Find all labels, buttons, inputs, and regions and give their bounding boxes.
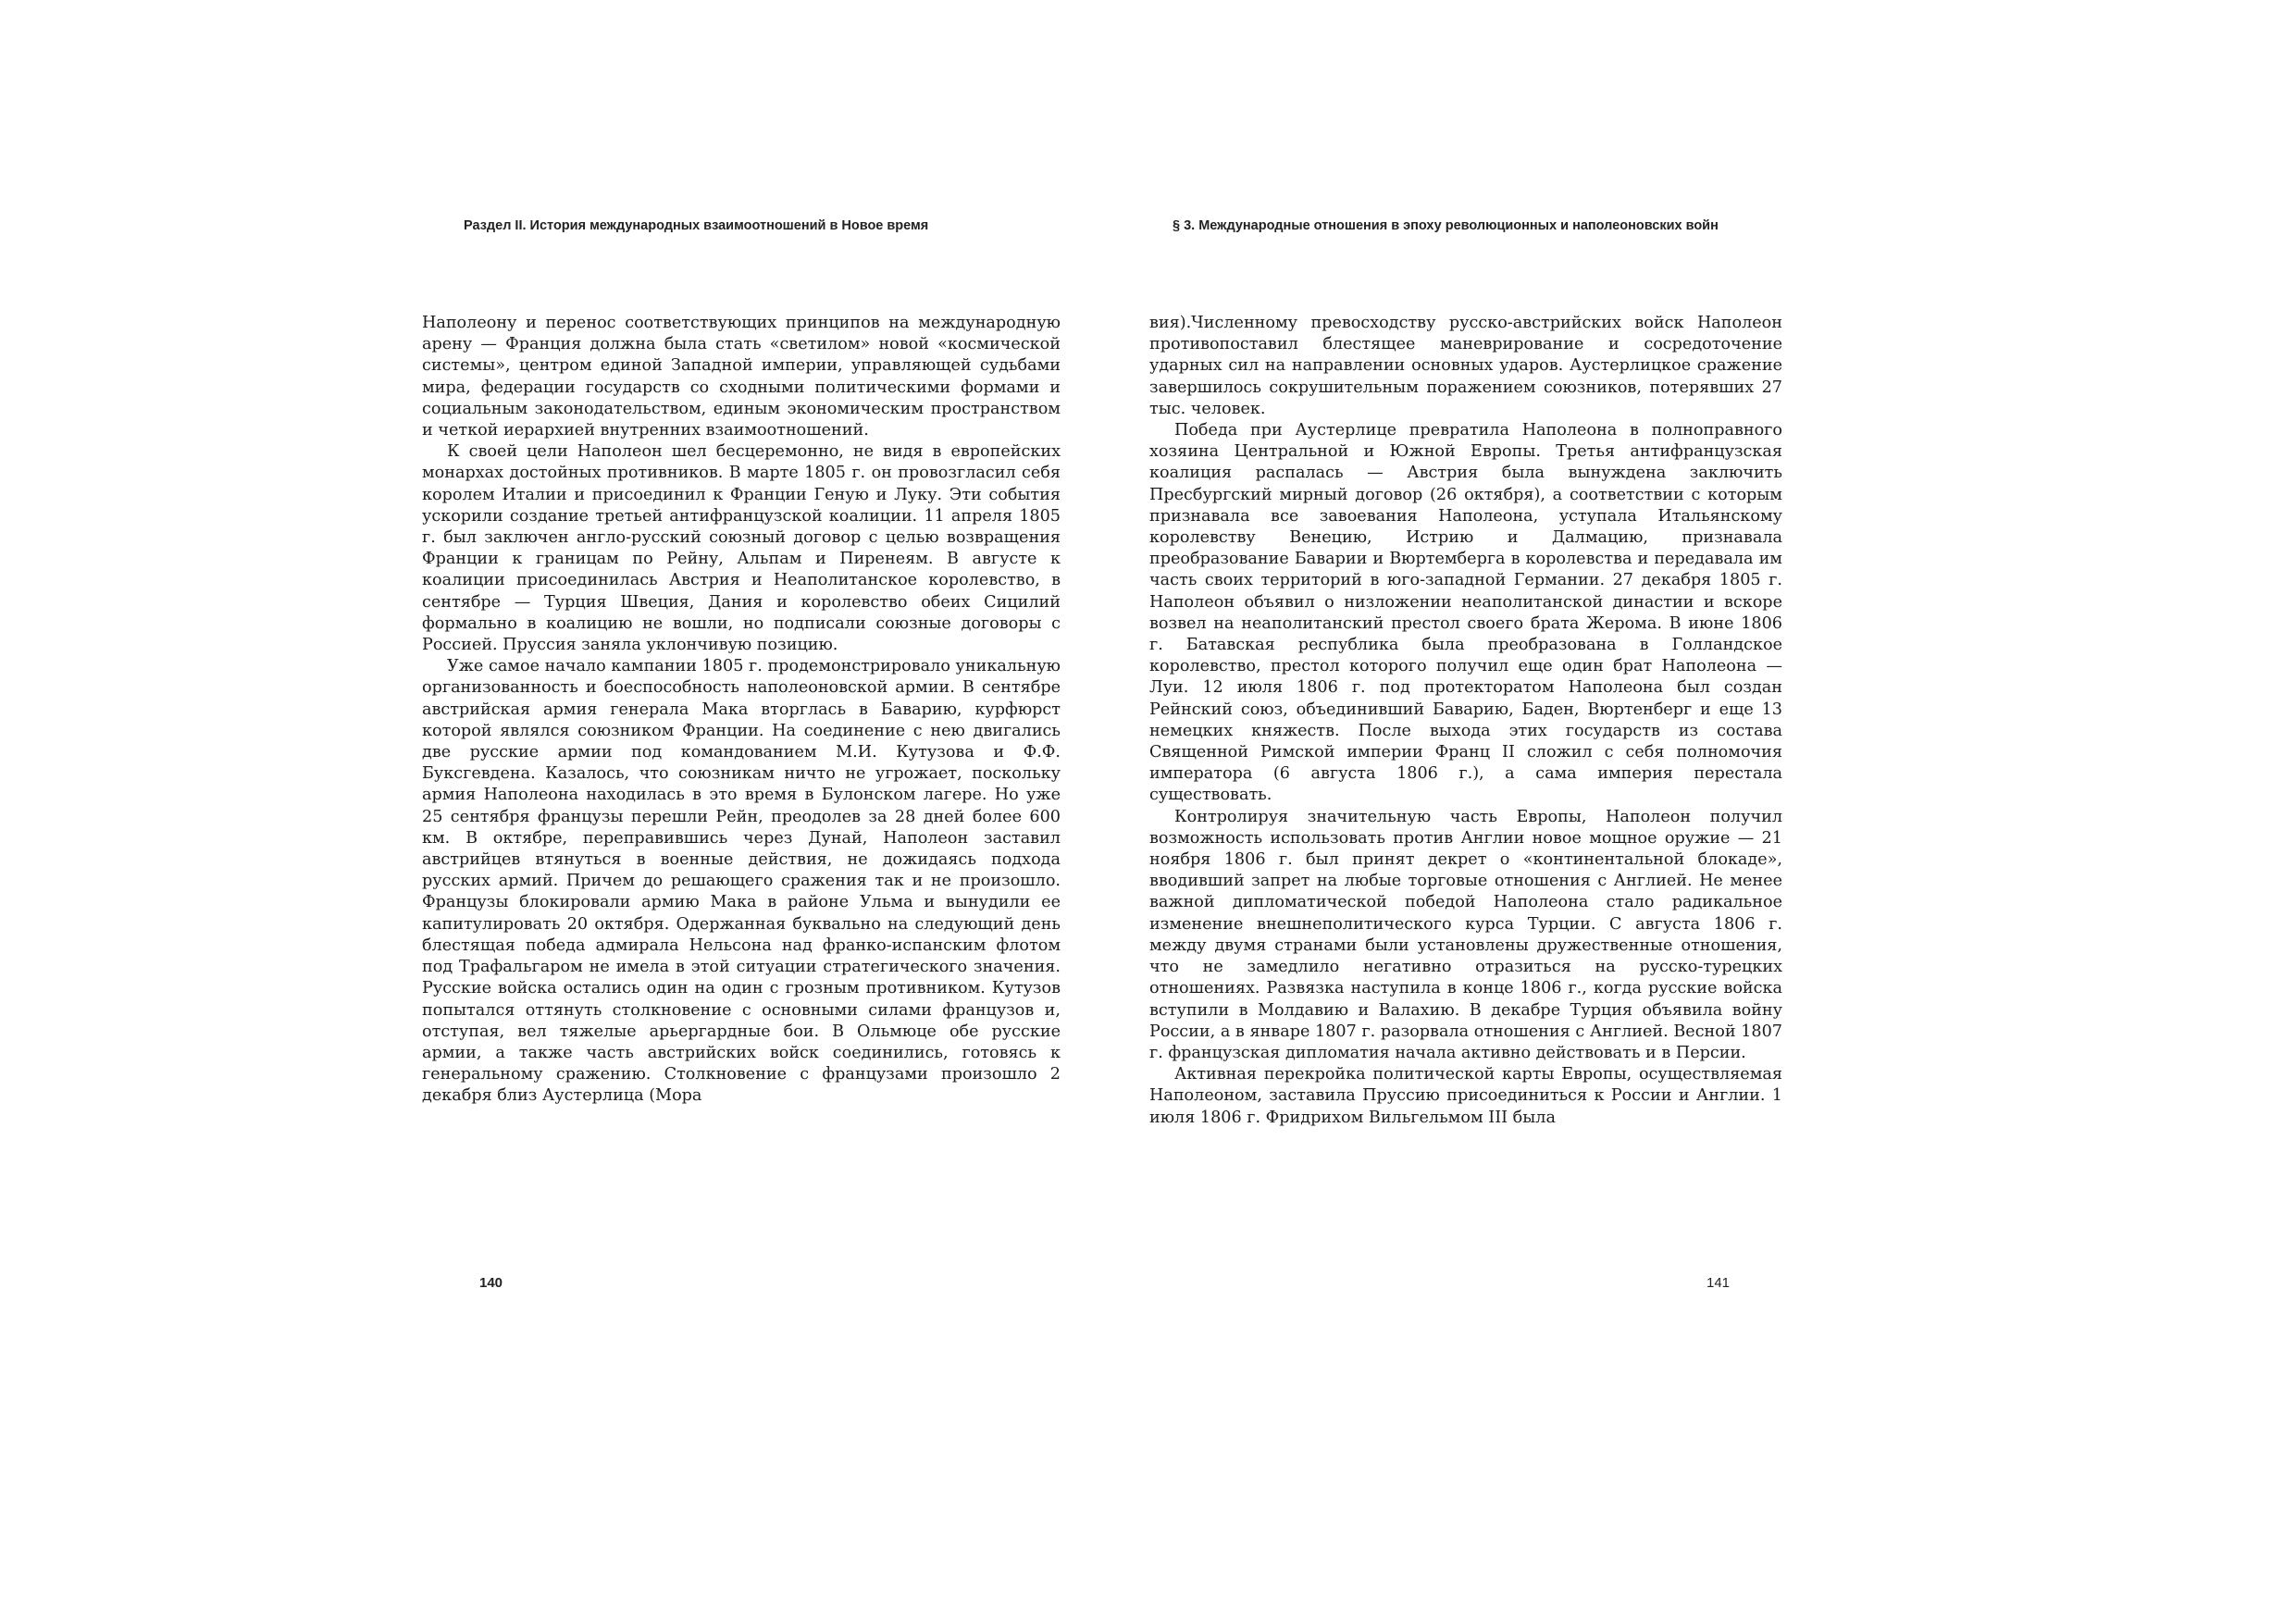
page-number-left: 140 <box>479 1275 503 1291</box>
paragraph: Контролируя значительную часть Европы, Наполеон получил возможность использовать против Англии новое мощное оружие — 21 ноября 1806 г. был принят декрет о «континентальной блокаде», вводивший запрет на любые торговые отношения с Англией. Не менее важной дипломатической победой Наполеона стало радикальное изменение внешнеполитического курса Турции. С августа 1806 г. между двумя странами были установлены дружественные отношения, что не замедлило негативно отразиться на русско-турецких отношениях. Развязка наступила в конце 1806 г., когда русские войска вступили в Молдавию и Валахию. В декабре Турция объявила войну России, а в январе 1807 г. разорвала отношения с Англией. Весной 1807 г. французская дипломатия начала активно действовать и в Персии. <box>1149 807 1782 1062</box>
paragraph: Наполеону и перенос соответствующих принципов на международную арену — Франция должна была стать «светилом» новой «космической системы», центром единой Западной империи, управляющей судьбами мира, федерации государств со сходными политическими формами и социальным законодательством, единым экономическим пространством и четкой иерархией внутренних взаимоотношений. <box>422 314 1061 440</box>
paragraph: Активная перекройка политической карты Европы, осуществляемая Наполеоном, заставила Пруссию присоединиться к России и Англии. 1 июля 1806 г. Фридрихом Вильгельмом III была <box>1149 1065 1782 1127</box>
running-head-left: Раздел II. История международных взаимоотношений в Новое время <box>464 218 929 233</box>
paragraph: Победа при Аустерлице превратила Наполеона в полноправного хозяина Центральной и Южной Европы. Третья антифранцузская коалиция распалась — Австрия была вынуждена заключить Пресбургский мирный договор (26 октября), а соответствии с которым признавала все завоевания Наполеона, уступала Итальянскому королевству Венецию, Истрию и Далмацию, признавала преобразование Баварии и Вюртемберга в королевства и передавала им часть своих территорий в юго-западной Германии. 27 декабря 1805 г. Наполеон объявил о низложении неаполитанской династии и вскоре возвел на неаполитанский престол своего брата Жерома. В июне 1806 г. Батавская республика была преобразована в Голландское королевство, престол которого получил еще один брат Наполеона — Луи. 12 июля 1806 г. под протекторатом Наполеона был создан Рейнский союз, объединивший Баварию, Баден, Вюртенберг и еще 13 немецких княжеств. После выхода этих государств из состава Священной Римской империи Франц II сложил с себя полномочия императора (6 августа 1806 г.), а сама империя перестала существовать. <box>1149 421 1782 805</box>
paragraph: вия).Численному превосходству русско-австрийских войск Наполеон противопоставил блестящее маневрирование и сосредоточение ударных сил на направлении основных ударов. Аустерлицкое сражение завершилось сокрушительным поражением союзников, потерявших 27 тыс. человек. <box>1149 314 1782 418</box>
right-page <box>1148 0 2296 1623</box>
right-text-column <box>1149 313 1782 1129</box>
paragraph: К своей цели Наполеон шел бесцеремонно, не видя в европейских монархах достойных противников. В марте 1805 г. он провозгласил себя королем Италии и присоединил к Франции Геную и Луку. Эти события ускорили создание третьей антифранцузской коалиции. 11 апреля 1805 г. был заключен англо-русский союзный договор с целью возвращения Франции к границам по Рейну, Альпам и Пиренеям. В августе к коалиции присоединилась Австрия и Неаполитанское королевство, в сентябре — Турция Швеция, Дания и королевство обеих Сицилий формально в коалицию не вошли, но подписали союзные договоры с Россией. Пруссия заняла уклончивую позицию. <box>422 442 1061 655</box>
running-head-right: § 3. Международные отношения в эпоху революционных и наполеоновских войн <box>1173 218 1719 233</box>
left-text-column <box>422 313 1061 1108</box>
paragraph: Уже самое начало кампании 1805 г. продемонстрировало уникальную организованность и боеспособность наполеоновской армии. В сентябре австрийская армия генерала Мака вторглась в Баварию, курфюрст которой являлся союзником Франции. На соединение с нею двигались две русские армии под командованием М.И. Кутузова и Ф.Ф. Буксгевдена. Казалось, что союзникам ничто не угрожает, поскольку армия Наполеона находилась в это время в Булонском лагере. Но уже 25 сентября французы перешли Рейн, преодолев за 28 дней более 600 км. В октябре, переправившись через Дунай, Наполеон заставил австрийцев втянуться в военные действия, не дожидаясь подхода русских армий. Причем до решающего сражения так и не произошло. Французы блокировали армию Мака в районе Ульма и вынудили ее капитулировать 20 октября. Одержанная буквально на следующий день блестящая победа адмирала Нельсона над франко-испанским флотом под Трафальгаром не имела в этой ситуации стратегического значения. Русские войска остались один на один с грозным противником. Кутузов попытался оттянуть столкновение с основными силами французов и, отступая, вел тяжелые арьергардные бои. В Ольмюце обе русские армии, а также часть австрийских войск соединились, готовясь к генеральному сражению. Столкновение с французами произошло 2 декабря близ Аустерлица (Мора <box>422 657 1061 1106</box>
page-number-right: 141 <box>1706 1275 1731 1291</box>
